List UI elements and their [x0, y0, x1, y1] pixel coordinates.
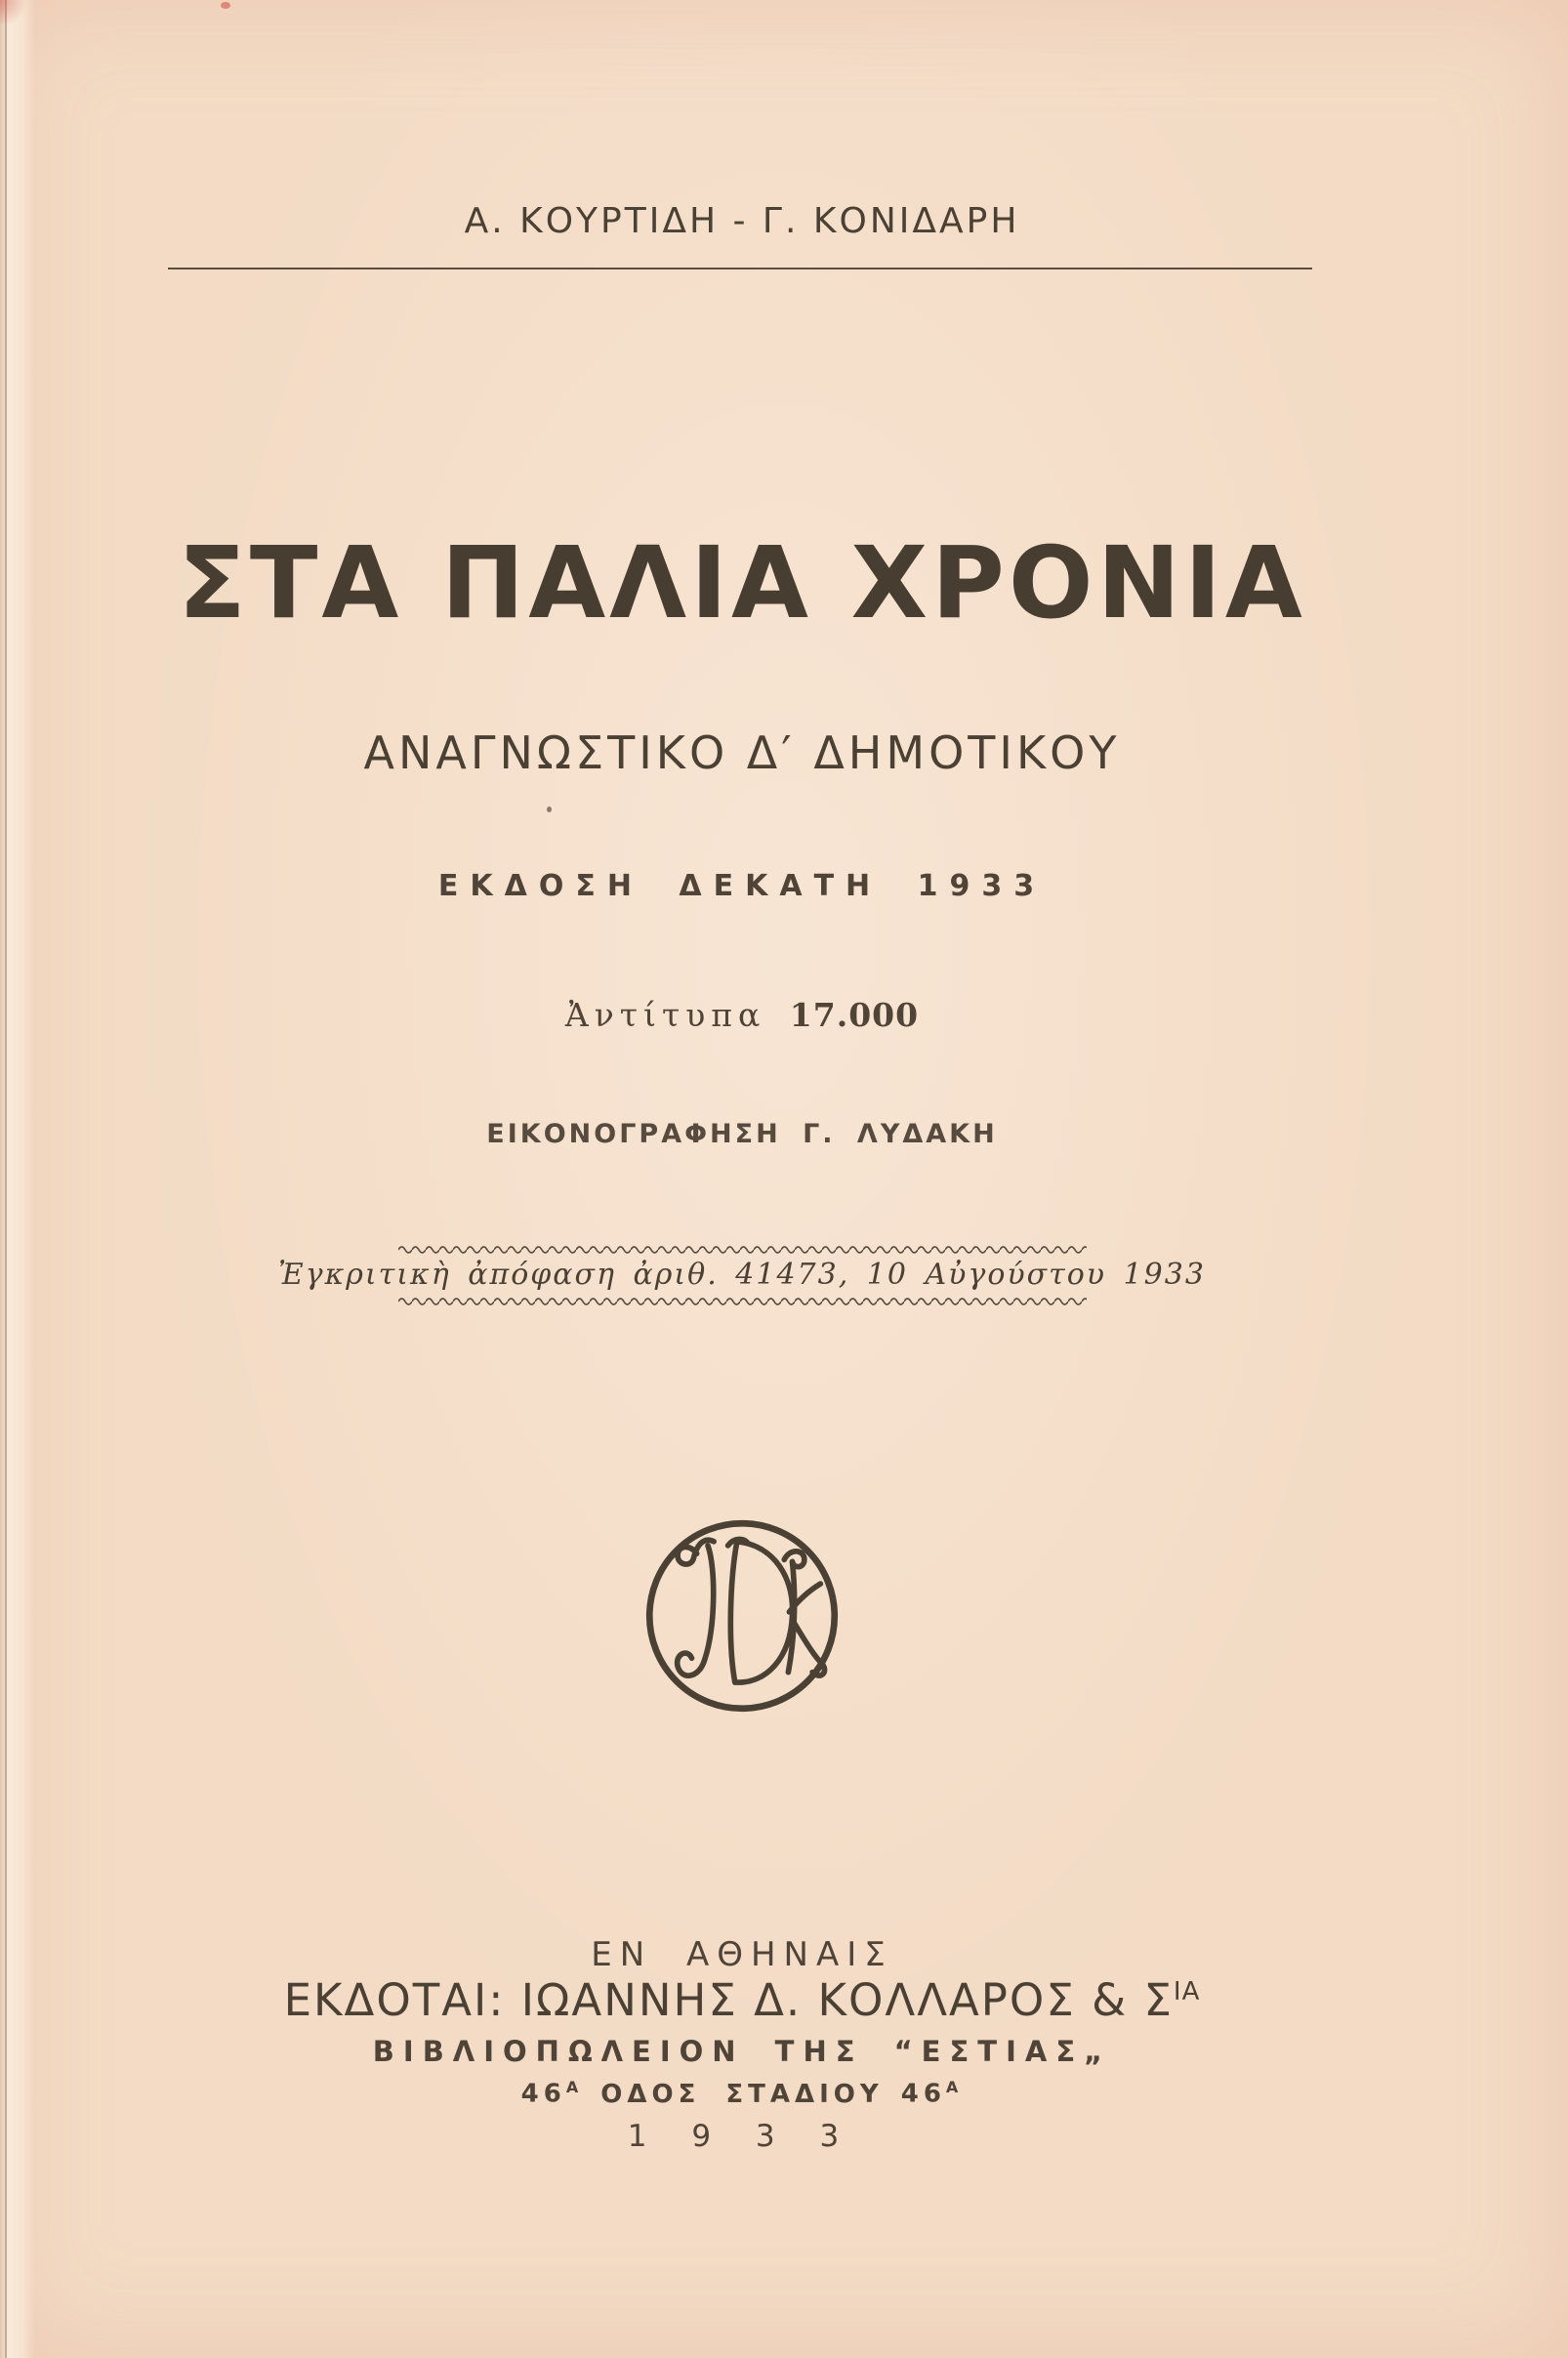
imprint-address-line: [0, 2078, 1484, 2109]
authors-line: Α. ΚΟΥΡΤΙΔΗ - Γ. ΚΟΝΙΔΑΡΗ: [464, 201, 1020, 241]
print-run-label: Ἀντίτυπα: [564, 996, 766, 1034]
address-sup-left: Α: [565, 2078, 584, 2096]
imprint-city-line: ΕΝ ΑΘΗΝΑΙΣ: [591, 1935, 893, 1974]
edition-line: ΕΚΔΟΣΗ ΔΕΚΑΤΗ 1933: [437, 869, 1047, 903]
header-rule: [168, 268, 1312, 269]
book-subtitle: ΑΝΑΓΝΩΣΤΙΚΟ Δ′ ΔΗΜΟΤΙΚΟΥ: [363, 726, 1121, 779]
approval-block: [0, 1242, 1484, 1305]
publisher-text: ΕΚΔΟΤΑΙ: ΙΩΑΝΝΗΣ Δ. ΚΟΛΛΑΡΟΣ & Σ: [283, 1974, 1174, 2026]
book-title: ΣΤΑ ΠΑΛΙΑ ΧΡΟΝΙΑ: [178, 525, 1306, 641]
address-sup-right: Α: [945, 2078, 964, 2096]
scan-artifact-speck: [221, 2, 230, 9]
print-run-line: [0, 996, 1484, 1034]
publisher-monogram-icon: [641, 1515, 843, 1717]
illustration-credit-line: ΕΙΚΟΝΟΓΡΑΦΗΣΗ Γ. ΛΥΔΑΚΗ: [486, 1119, 998, 1149]
wavy-rule-top: [398, 1242, 1087, 1254]
approval-text: Ἐγκριτικὴ ἀπόφαση ἀριθ. 41473, 10 Αὐγούστου 1933: [278, 1258, 1206, 1292]
imprint-bookstore-line: ΒΙΒΛΙΟΠΩΛΕΙΟΝ ΤΗΣ “ΕΣΤΙΑΣ„: [372, 2035, 1112, 2068]
address-number-left: 46: [520, 2079, 566, 2109]
publisher-superscript: ΙΑ: [1173, 1977, 1201, 2006]
print-artifact-dot: [547, 807, 552, 812]
address-street: ΟΔΟΣ ΣΤΑΔΙΟΥ: [600, 2079, 884, 2109]
imprint-year-line: 1 9 3 3: [627, 2119, 857, 2154]
print-run-value: 17.000: [789, 996, 920, 1034]
wavy-rule-bottom: [398, 1294, 1087, 1305]
address-number-right: 46: [900, 2079, 946, 2109]
imprint-publisher-line: [0, 1974, 1484, 2026]
